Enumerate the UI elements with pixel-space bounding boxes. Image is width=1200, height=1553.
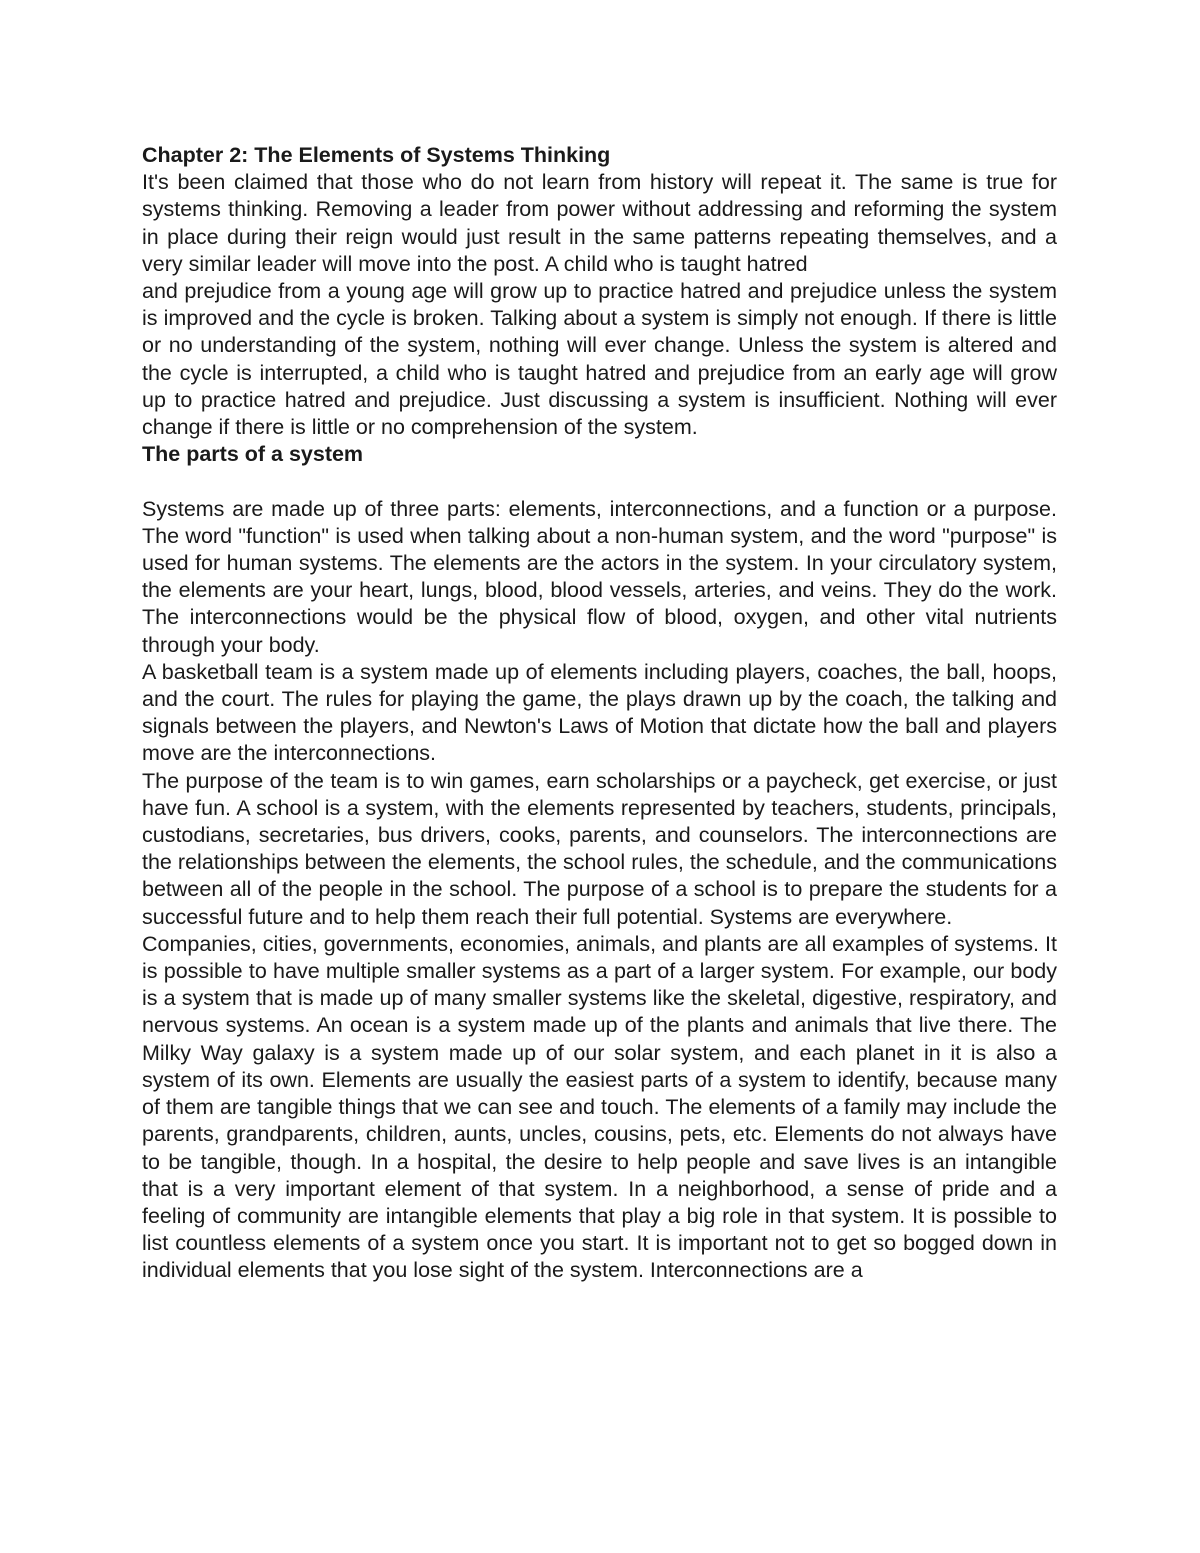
intro-paragraph-part2: and prejudice from a young age will grow up to practice hatred and prejudice unless the system is improved and the cycle is broken. Talking about a system is simply not enough. If there is little or no understanding of the system, nothing will ever change. Unless the system is altered and the cycle is interrupted, a child who is taught hatred and prejudice from an early age will grow up to practice hatred and prejudice. Just discussing a system is insufficient. Nothing will ever change if there is little or no comprehension of the system. xyxy=(142,279,1057,440)
document-page xyxy=(142,142,1057,1285)
paragraph-system-parts: Systems are made up of three parts: elements, interconnections, and a function or a purpose. The word "function" is used when talking about a non-human system, and the word "purpose" is used for human systems. The elements are the actors in the system. In your circulatory system, the elements are your heart, lungs, blood, blood vessels, arteries, and veins. They do the work. The interconnections would be the physical flow of blood, oxygen, and other vital nutrients through your body. xyxy=(142,496,1057,657)
paragraph-basketball: A basketball team is a system made up of elements including players, coaches, the ball, hoops, and the court. The rules for playing the game, the plays drawn up by the coach, the talking and signals between the players, and Newton's Laws of Motion that dictate how the ball and players move are the interconnections. xyxy=(142,659,1057,766)
intro-paragraph-part1: It's been claimed that those who do not learn from history will repeat it. The same is true for systems thinking. Removing a leader from power without addressing and reforming the system in place during their reign would just result in the same patterns repeating themselves, and a very similar leader will move into the post. A child who is taught hatred xyxy=(142,170,1057,276)
blank-line xyxy=(142,468,1057,495)
section-heading: The parts of a system xyxy=(142,442,364,467)
chapter-title: Chapter 2: The Elements of Systems Thinking xyxy=(142,143,611,167)
paragraph-examples: Companies, cities, governments, economies, animals, and plants are all examples of systems. It is possible to have multiple smaller systems as a part of a larger system. For example, our body is a system that is made up of many smaller systems like the skeletal, digestive, respiratory, and nervous systems. An ocean is a system made up of the plants and animals that live there. The Milky Way galaxy is a system made up of our solar system, and each planet in it is also a system of its own. Elements are usually the easiest parts of a system to identify, because many of them are tangible things that we can see and touch. The elements of a family may include the parents, grandparents, children, aunts, uncles, cousins, pets, etc. Elements do not always have to be tangible, though. In a hospital, the desire to help people and save lives is an intangible that is a very important element of that system. In a neighborhood, a sense of pride and a feeling of community are intangible elements that play a big role in that system. It is possible to list countless elements of a system once you start. It is important not to get so bogged down in individual elements that you lose sight of the system. Interconnections are a xyxy=(142,931,1057,1283)
paragraph-team-purpose: The purpose of the team is to win games, earn scholarships or a paycheck, get exercise, or just have fun. A school is a system, with the elements represented by teachers, students, principals, custodians, secretaries, bus drivers, cooks, parents, and counselors. The interconnections are the relationships between the elements, the school rules, the schedule, and the communications between all of the people in the school. The purpose of a school is to prepare the students for a successful future and to help them reach their full potential. Systems are everywhere. xyxy=(142,768,1057,929)
